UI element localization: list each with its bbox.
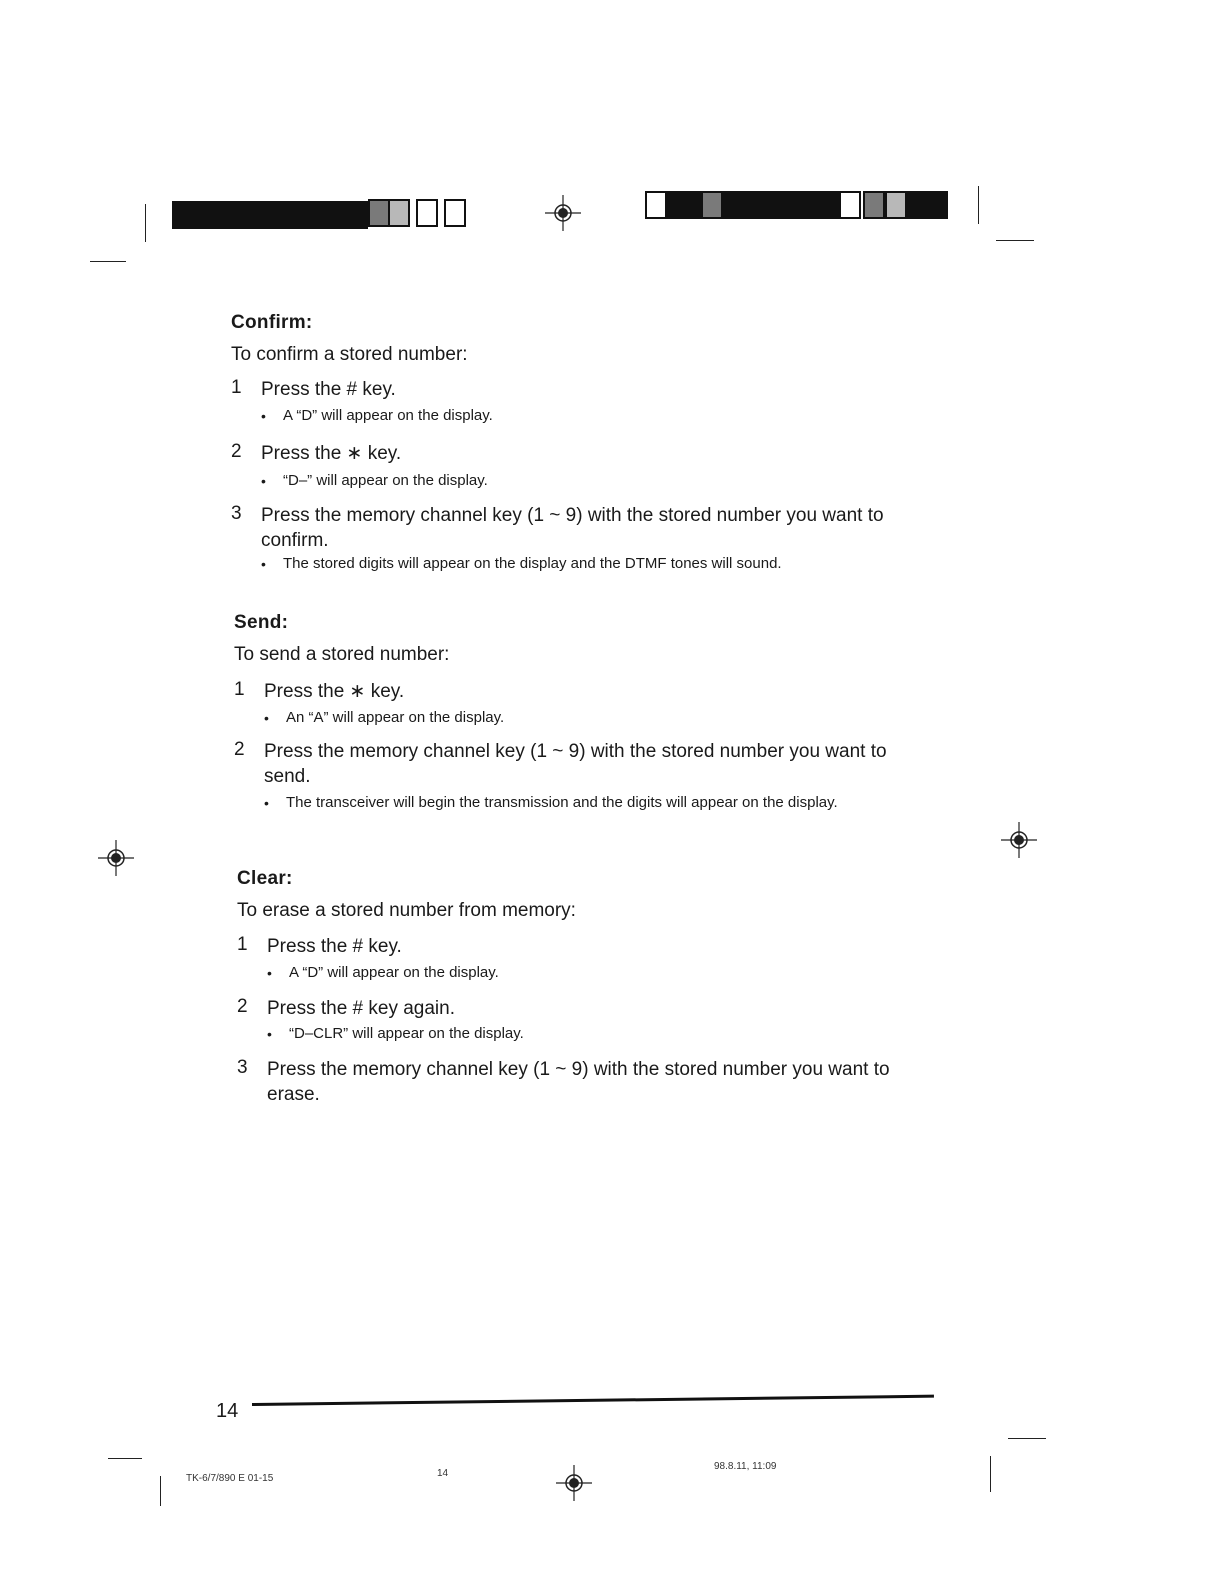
- footer-rule: [252, 1395, 934, 1406]
- crop-mark: [978, 186, 979, 224]
- step-text: Press the # key.: [267, 936, 402, 957]
- crop-mark: [108, 1458, 142, 1459]
- step-note: • The stored digits will appear on the display and the DTMF tones will sound.: [261, 555, 782, 572]
- footer-page: 14: [437, 1468, 449, 1479]
- step-text: Press the memory channel key (1 ~ 9) with the stored number you want to confirm.: [261, 505, 884, 551]
- registration-mark-icon: [545, 195, 581, 231]
- section-title-clear: Clear:: [237, 868, 293, 889]
- step-note: • “D–” will appear on the display.: [261, 472, 488, 489]
- step-note: • A “D” will appear on the display.: [261, 407, 493, 424]
- registration-mark-icon: [1001, 822, 1037, 858]
- step-number: 1: [237, 934, 248, 955]
- bullet-icon: •: [261, 556, 266, 572]
- footer-date: 98.8.11, 11:09: [714, 1461, 777, 1472]
- step-item: [231, 441, 931, 466]
- step-item: [237, 996, 937, 1021]
- step-number: 2: [237, 996, 248, 1017]
- step-item: [234, 739, 934, 789]
- footer-file-id: TK-6/7/890 E 01-15: [186, 1473, 274, 1484]
- crop-mark: [90, 261, 126, 262]
- step-number: 2: [234, 739, 245, 760]
- step-item: [231, 377, 931, 402]
- crop-mark: [145, 204, 146, 242]
- registration-mark-icon: [556, 1465, 592, 1501]
- step-note: • A “D” will appear on the display.: [267, 964, 499, 981]
- crop-mark: [990, 1456, 991, 1492]
- white-swatch: [444, 199, 466, 227]
- step-note: • An “A” will appear on the display.: [264, 709, 505, 726]
- step-text: Press the # key.: [261, 379, 396, 400]
- step-item: [237, 934, 937, 959]
- bullet-icon: •: [267, 1026, 272, 1042]
- crop-mark: [160, 1476, 161, 1506]
- step-number: 3: [231, 503, 242, 524]
- white-swatch: [839, 191, 861, 219]
- step-note: • The transceiver will begin the transmission and the digits will appear on the display.: [264, 794, 838, 811]
- step-text: Press the ∗ key.: [264, 681, 405, 702]
- section-intro: To send a stored number:: [234, 644, 450, 665]
- bullet-icon: •: [261, 473, 266, 489]
- grey-swatch: [368, 199, 390, 227]
- crop-mark: [1008, 1438, 1046, 1439]
- white-swatch: [645, 191, 667, 219]
- step-text: Press the # key again.: [267, 998, 455, 1019]
- step-note: • “D–CLR” will appear on the display.: [267, 1025, 524, 1042]
- bullet-icon: •: [264, 795, 269, 811]
- section-intro: To confirm a stored number:: [231, 344, 468, 365]
- step-number: 3: [237, 1057, 248, 1078]
- bullet-icon: •: [264, 710, 269, 726]
- step-number: 1: [234, 679, 245, 700]
- bullet-icon: •: [267, 965, 272, 981]
- section-title-confirm: Confirm:: [231, 312, 313, 333]
- step-text: Press the ∗ key.: [261, 443, 402, 464]
- crop-mark: [996, 240, 1034, 241]
- step-item: [237, 1057, 937, 1107]
- step-number: 1: [231, 377, 242, 398]
- step-text: Press the memory channel key (1 ~ 9) with the stored number you want to erase.: [267, 1059, 890, 1105]
- page-number: 14: [216, 1400, 239, 1422]
- grey-swatch: [885, 191, 907, 219]
- bullet-icon: •: [261, 408, 266, 424]
- color-bar-right: [645, 189, 948, 221]
- section-title-send: Send:: [234, 612, 289, 633]
- grey-swatch: [863, 191, 885, 219]
- grey-swatch: [388, 199, 410, 227]
- step-item: [231, 503, 931, 553]
- color-bar-left: [172, 199, 475, 229]
- registration-mark-icon: [98, 840, 134, 876]
- step-item: [234, 679, 934, 704]
- grey-swatch: [701, 191, 723, 219]
- step-number: 2: [231, 441, 242, 462]
- step-text: Press the memory channel key (1 ~ 9) with the stored number you want to send.: [264, 741, 887, 787]
- section-intro: To erase a stored number from memory:: [237, 900, 576, 921]
- white-swatch: [416, 199, 438, 227]
